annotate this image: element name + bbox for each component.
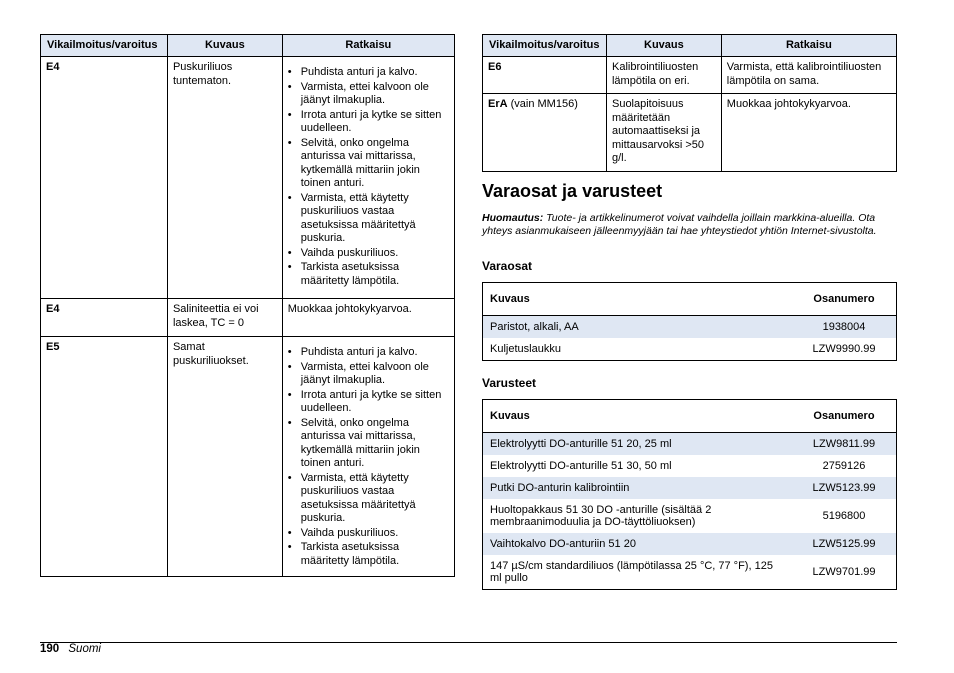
error-code: E5	[41, 337, 168, 577]
list-item: • Puhdista anturi ja kalvo.	[301, 66, 449, 80]
list-item: • Selvitä, onko ongelma anturissa vai mittarissa, kytkemällä mittariin jokin toinen anturi.	[301, 417, 449, 471]
error-code: E4	[41, 299, 168, 337]
spare-parts-title: Varaosat	[482, 259, 533, 273]
list-item: • Varmista, että käytetty puskuriliuos vastaa asetuksissa määritettyä puskuria.	[301, 472, 449, 526]
table-row	[483, 477, 897, 499]
list-item: • Varmista, ettei kalvoon ole jäänyt ilmakuplia.	[301, 361, 449, 388]
solution-list	[288, 66, 449, 288]
column-header-error: Vikailmoitus/varoitus	[483, 35, 607, 57]
part-number: LZW9701.99	[812, 565, 876, 578]
table-row	[483, 57, 897, 94]
error-description: Samat puskuriliuokset.	[167, 337, 282, 577]
list-item: • Irrota anturi ja kytke se sitten uudelleen.	[301, 109, 449, 136]
column-header-part-number: Osanumero	[792, 400, 897, 433]
note-text: Tuote- ja artikkelinumerot voivat vaihdella joillain markkina-alueilla. Ota yhteys asianmukaiseen jälleenmyyjään tai hae yhteystiedot yhtiön Internet-sivustolta.	[482, 212, 877, 237]
table-row	[41, 57, 455, 299]
table-row	[483, 555, 897, 590]
error-code-cell	[483, 94, 607, 172]
column-header-part-number: Osanumero	[792, 283, 897, 316]
part-number: 5196800	[822, 509, 866, 522]
error-code: E4	[41, 57, 168, 299]
error-description: Puskuriliuos tuntematon.	[167, 57, 282, 299]
part-number: LZW9990.99	[812, 342, 876, 355]
error-description: Suolapitoisuus määritetään automaattiseksi ja mittausarvoksi >50 g/l.	[606, 94, 721, 172]
table-row	[483, 338, 897, 361]
error-solution	[282, 57, 454, 299]
part-description: Elektrolyytti DO-anturille 51 30, 50 ml	[490, 459, 672, 472]
table-row	[483, 533, 897, 555]
table-row	[483, 94, 897, 172]
list-item: • Varmista, ettei kalvoon ole jäänyt ilmakuplia.	[301, 81, 449, 108]
list-item: • Selvitä, onko ongelma anturissa vai mittarissa, kytkemällä mittariin jokin toinen anturi.	[301, 137, 449, 191]
error-solution: Muokkaa johtokykyarvoa.	[721, 94, 896, 172]
accessories-title: Varusteet	[482, 376, 537, 390]
table-header-row	[483, 283, 897, 316]
page-footer	[40, 643, 101, 655]
part-description: Vaihtokalvo DO-anturiin 51 20	[483, 533, 793, 555]
error-code: E6	[488, 61, 502, 73]
table-header-row	[41, 35, 455, 57]
note	[482, 212, 892, 238]
list-item: • Varmista, että käytetty puskuriliuos vastaa asetuksissa määritettyä puskuria.	[301, 192, 449, 246]
page-number: 190	[40, 643, 60, 655]
part-description: 147 µS/cm standardiliuos (lämpötilassa 25 °C, 77 °F), 125 ml pullo	[490, 559, 773, 584]
list-item: • Vaihda puskuriliuos.	[301, 247, 449, 261]
spare-parts-table	[482, 282, 897, 361]
list-item: • Tarkista asetuksissa määritetty lämpötila.	[301, 261, 449, 288]
error-solution: Varmista, että kalibrointiliuosten lämpötila on sama.	[721, 57, 896, 94]
troubleshooting-table-left	[40, 34, 455, 577]
table-row	[41, 337, 455, 577]
part-description: Elektrolyytti DO-anturille 51 20, 25 ml	[483, 433, 793, 456]
table-row	[483, 316, 897, 339]
part-description: Paristot, alkali, AA	[483, 316, 793, 339]
section-title: Varaosat ja varusteet	[482, 181, 663, 201]
part-description: Putki DO-anturin kalibrointiin	[483, 477, 793, 499]
error-description: Kalibrointiliuosten lämpötila on eri.	[606, 57, 721, 94]
table-row	[483, 455, 897, 477]
column-header-error: Vikailmoitus/varoitus	[41, 35, 168, 57]
column-header-description: Kuvaus	[483, 400, 793, 433]
table-header-row	[483, 35, 897, 57]
list-item: • Vaihda puskuriliuos.	[301, 527, 449, 541]
footer-language: Suomi	[68, 643, 101, 655]
table-row	[483, 433, 897, 456]
error-code-cell	[483, 57, 607, 94]
part-number: 2759126	[822, 459, 866, 472]
solution-list	[288, 346, 449, 568]
accessories-table	[482, 399, 897, 590]
list-item: • Irrota anturi ja kytke se sitten uudelleen.	[301, 389, 449, 416]
column-header-solution: Ratkaisu	[721, 35, 896, 57]
part-number: 1938004	[792, 316, 897, 339]
footer-divider	[40, 642, 897, 643]
column-header-solution: Ratkaisu	[282, 35, 454, 57]
table-row	[41, 299, 455, 337]
column-header-description: Kuvaus	[483, 283, 793, 316]
troubleshooting-table-right	[482, 34, 897, 172]
table-row	[483, 499, 897, 533]
error-description: Saliniteettia ei voi laskea, TC = 0	[167, 299, 282, 337]
part-description: Kuljetuslaukku	[490, 342, 561, 355]
part-number: LZW5125.99	[792, 533, 897, 555]
error-code: ErA	[488, 98, 508, 110]
error-solution: Muokkaa johtokykyarvoa.	[282, 299, 454, 337]
error-solution	[282, 337, 454, 577]
part-number: LZW9811.99	[792, 433, 897, 456]
part-description: Huoltopakkaus 51 30 DO -anturille (sisältää 2 membraanimoduulia ja DO-täyttöliuoksen)	[490, 503, 712, 528]
note-label: Huomautus:	[482, 212, 544, 224]
part-number: LZW5123.99	[792, 477, 897, 499]
column-header-description: Kuvaus	[167, 35, 282, 57]
column-header-description: Kuvaus	[606, 35, 721, 57]
table-header-row	[483, 400, 897, 433]
list-item: • Puhdista anturi ja kalvo.	[301, 346, 449, 360]
error-code-suffix: (vain MM156)	[507, 98, 578, 110]
list-item: • Tarkista asetuksissa määritetty lämpötila.	[301, 541, 449, 568]
